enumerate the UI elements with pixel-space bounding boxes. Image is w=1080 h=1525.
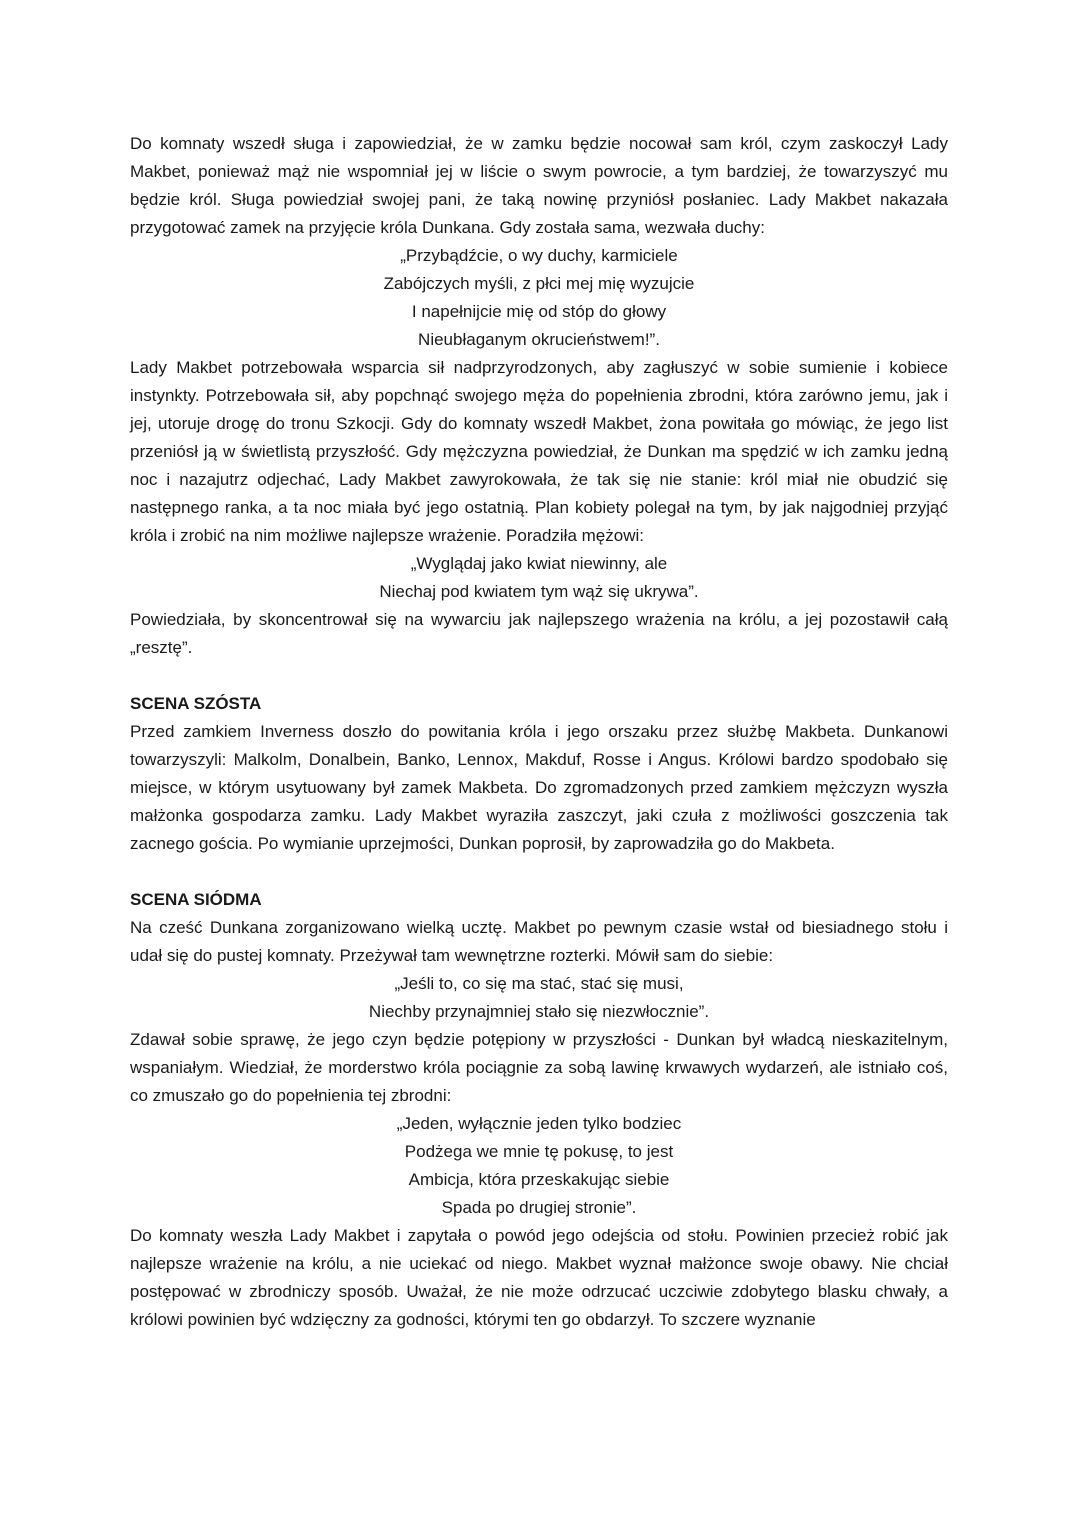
verse-line: „Jeśli to, co się ma stać, stać się musi, bbox=[394, 974, 684, 993]
paragraph: Do komnaty wszedł sługa i zapowiedział, że w zamku będzie nocował sam król, czym zaskoczył Lady Makbet, ponieważ mąż nie wspomniał jej w liście o swym powrocie, a tym bardziej, że towarzyszyć mu będzie król. Sługa powiedział swojej pani, że taką nowinę przyniósł posłaniec. Lady Makbet nakazała przygotować zamek na przyjęcie króla Dunkana. Gdy została sama, wezwała duchy: bbox=[130, 134, 948, 237]
paragraph: Przed zamkiem Inverness doszło do powitania króla i jego orszaku przez służbę Makbeta. Dunkanowi towarzyszyli: Malkolm, Donalbein, Banko, Lennox, Makduf, Rosse i Angus. Królowi bardzo spodobało się miejsce, w którym usytuowany był zamek Makbeta. Do zgromadzonych przed zamkiem mężczyzn wyszła małżonka gospodarza zamku. Lady Makbet wyraziła zaszczyt, jaki czuła z możliwości goszczenia tak zacnego gościa. Po wymianie uprzejmości, Dunkan poprosił, by zaprowadziła go do Makbeta. bbox=[130, 722, 948, 853]
verse-line: Podżega we mnie tę pokusę, to jest bbox=[404, 1142, 674, 1161]
verse-line: Nieubłaganym okrucieństwem!”. bbox=[418, 330, 660, 349]
verse-line: Spada po drugiej stronie”. bbox=[441, 1198, 637, 1217]
paragraph: Powiedziała, by skoncentrował się na wywarciu jak najlepszego wrażenia na królu, a jej pozostawił całą „resztę”. bbox=[130, 610, 948, 657]
verse-line: Zabójczych myśli, z płci mej mię wyzujcie bbox=[383, 274, 695, 293]
verse-line: I napełnijcie mię od stóp do głowy bbox=[411, 302, 667, 321]
section-spacer bbox=[130, 858, 948, 886]
paragraph: Na cześć Dunkana zorganizowano wielką ucztę. Makbet po pewnym czasie wstał od biesiadnego stołu i udał się do pustej komnaty. Przeżywał tam wewnętrzne rozterki. Mówił sam do siebie: bbox=[130, 918, 948, 965]
verse-quote bbox=[130, 550, 948, 606]
verse-quote bbox=[130, 970, 948, 1026]
verse-line: Ambicja, która przeskakując siebie bbox=[408, 1170, 670, 1189]
verse-quote bbox=[130, 1110, 948, 1222]
verse-quote bbox=[130, 242, 948, 354]
paragraph: Lady Makbet potrzebowała wsparcia sił nadprzyrodzonych, aby zagłuszyć w sobie sumienie i kobiece instynkty. Potrzebowała sił, aby popchnąć swojego męża do popełnienia zbrodni, która zarówno jemu, jak i jej, utoruje drogę do tronu Szkocji. Gdy do komnaty wszedł Makbet, żona powitała go mówiąc, że jego list przeniósł ją w świetlistą przyszłość. Gdy mężczyzna powiedział, że Dunkan ma spędzić w ich zamku jedną noc i nazajutrz odjechać, Lady Makbet zawyrokowała, że tak się nie stanie: król miał nie obudzić się następnego ranka, a ta noc miała być jego ostatnią. Plan kobiety polegał na tym, by jak najgodniej przyjąć króla i zrobić na nim możliwe najlepsze wrażenie. Poradziła mężowi: bbox=[130, 358, 948, 545]
paragraph: Zdawał sobie sprawę, że jego czyn będzie potępiony w przyszłości - Dunkan był władcą nieskazitelnym, wspaniałym. Wiedział, że morderstwo króla pociągnie za sobą lawinę krwawych wydarzeń, ale istniało coś, co zmuszało go do popełnienia tej zbrodni: bbox=[130, 1030, 948, 1105]
section-heading: SCENA SZÓSTA bbox=[130, 694, 262, 713]
section-spacer bbox=[130, 662, 948, 690]
paragraph: Do komnaty weszła Lady Makbet i zapytała o powód jego odejścia od stołu. Powinien przecież robić jak najlepsze wrażenie na królu, a nie uciekać od niego. Makbet wyznał małżonce swoje obawy. Nie chciał postępować w zbrodniczy sposób. Uważał, że nie może odrzucać uczciwie zdobytego blasku chwały, a królowi powinien być wdzięczny za godności, którymi ten go obdarzył. To szczere wyznanie bbox=[130, 1226, 948, 1329]
section-heading: SCENA SIÓDMA bbox=[130, 890, 262, 909]
verse-line: „Jeden, wyłącznie jeden tylko bodziec bbox=[396, 1114, 682, 1133]
document-page bbox=[130, 130, 948, 1334]
verse-line: „Przybądźcie, o wy duchy, karmiciele bbox=[400, 246, 678, 265]
verse-line: „Wyglądaj jako kwiat niewinny, ale bbox=[410, 554, 668, 573]
verse-line: Niechaj pod kwiatem tym wąż się ukrywa”. bbox=[379, 582, 699, 601]
verse-line: Niechby przynajmniej stało się niezwłocznie”. bbox=[368, 1002, 710, 1021]
